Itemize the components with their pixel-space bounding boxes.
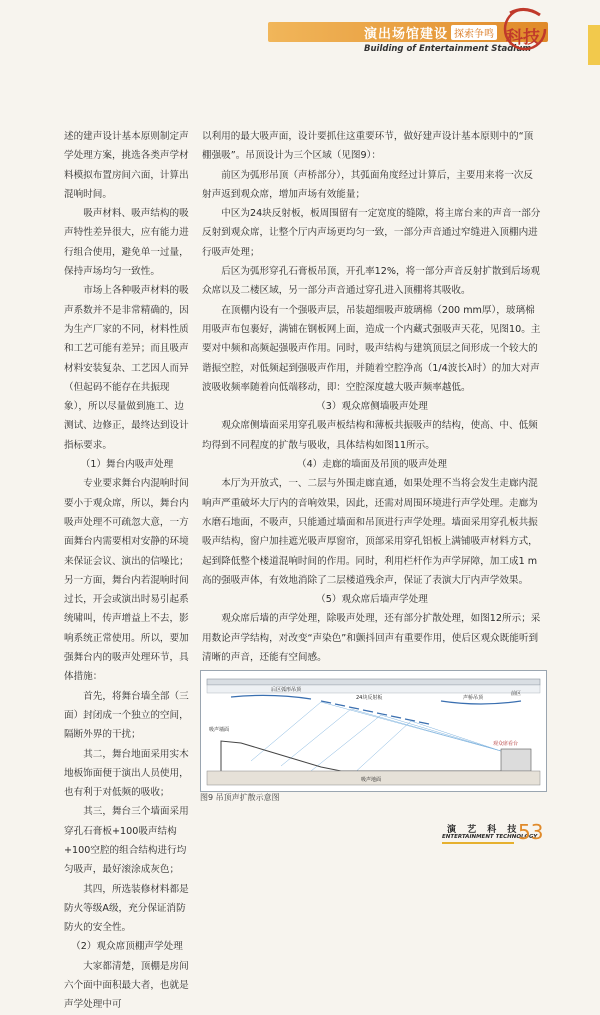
label-seats: 观众席看台	[493, 741, 519, 747]
ceiling-cavity	[207, 685, 540, 693]
paragraph: 首先，将舞台墙全部（三面）封闭成一个独立的空间，隔断外界的干扰；	[64, 690, 189, 741]
logo-text: 科技	[506, 28, 540, 48]
page-header	[0, 0, 600, 58]
paragraph: 述的建声设计基本原则制定声学处理方案，挑选各类声学材料模拟布置房间六面，计算出混响时间。	[64, 131, 189, 200]
paragraph: 观众席后墙的声学处理，除吸声处理，还有部分扩散处理，如图12所示；采用数论声学结构，对改变“声染色”和颤抖回声有重要作用，使后区观众既能听到清晰的声音，还能有空间感。	[202, 613, 541, 664]
paragraph: 其三，舞台三个墙面采用穿孔石膏板+100吸声结构+100空腔的组合结构进行均匀吸声，最好滚涂成灰色；	[64, 806, 189, 876]
label-wall: 吸声墙面	[209, 727, 230, 733]
footer-magazine-en: ENTERTAINMENT TECHNOLOGY	[442, 834, 538, 840]
paragraph: （2）观众席顶棚声学处理	[71, 941, 183, 953]
paragraph: （5）观众席后墙声学处理	[316, 594, 428, 606]
page-number: 53	[518, 820, 544, 844]
paragraph: 吸声材料、吸声结构的吸声特性差异很大，应有能力进行组合使用，避免单一过量，保持声场均匀一致性。	[64, 208, 189, 278]
figure-caption: 图9 吊顶声扩散示意图	[200, 793, 280, 802]
stage	[501, 749, 531, 771]
paragraph: 大家都清楚，顶棚是房间六个面中面积最大者，也就是声学处理中可	[64, 960, 189, 1011]
left-column	[64, 127, 190, 1015]
paragraph: 以利用的最大吸声面，设计要抓住这重要环节，做好建声设计基本原则中的“顶棚强吸”。吊顶设计为三个区域（见图9）：	[202, 131, 534, 162]
label-reflectors: 24块反射板	[356, 695, 383, 701]
label-floor: 吸声地面	[361, 777, 382, 783]
section-title: 演出场馆建设	[364, 27, 449, 42]
ceiling-slab	[207, 679, 540, 685]
paragraph: 其二，舞台地面采用实木地板饰面便于演出人员使用，也有利于对低频的吸收；	[64, 748, 189, 799]
right-column	[202, 127, 542, 667]
paragraph: （3）观众席侧墙吸声处理	[316, 401, 428, 413]
section-subtitle: Building of Entertainment Stadium	[364, 44, 532, 54]
paragraph: （4）走廊的墙面及吊顶的吸声处理	[296, 459, 447, 471]
paragraph: 前区为弧形吊顶（声桥部分），其弧面角度经过计算后，主要用来将一次反射声返到观众席，增加声场有效能量；	[202, 169, 533, 200]
sound-rays	[251, 702, 501, 776]
paragraph: 本厅为开放式，一、二层与外围走廊直通，如果处理不当将会发生走廊内混响声严重破坏大厅内的音响效果，因此，还需对周围环境进行声学处理。走廊为水磨石地面，不吸声，只能通过墙面和吊顶进行声学处理。墙面采用穿孔板共振吸声结构，窗户加挂遮光吸声厚窗帘，顶部采用穿孔铝板上满铺吸声材料方式，起到降低整个楼道混响时间的作用。同时，利用栏杆作为声学屏障，加工成1 m高的强吸声体，有效地消除了二层楼道残余声，保证了表演大厅内声学效果。	[202, 478, 538, 586]
paragraph: 市场上各种吸声材料的吸声系数并不是非常精确的，因为生产厂家的不同，材料性质和工艺可能有差异；而且吸声材料安装复杂、工艺因人而异（但起码不能存在共振现象），所以尽量做到施工、边测试、边修正，最终达到设计指标要求。	[64, 285, 189, 451]
paragraph: 后区为弧形穿孔石膏板吊顶，开孔率12%，将一部分声音反射扩散到后场观众席以及二楼区域，另一部分声音通过穿孔进入顶棚将其吸收。	[202, 266, 540, 297]
paragraph: （1）舞台内吸声处理	[80, 459, 174, 471]
label-front: 前区	[511, 691, 522, 697]
rear-curved-ceiling	[231, 695, 311, 699]
side-stripe	[588, 25, 600, 65]
front-bridge-ceiling	[441, 701, 521, 704]
footer-magazine-name: 演 艺 科 技	[447, 825, 521, 835]
section-tag: 探索争鸣	[451, 25, 497, 40]
paragraph: 其四，所选装修材料都是防火等级A级，充分保证消防防火的安全性。	[64, 883, 189, 934]
figure-ceiling-diagram	[200, 670, 547, 792]
paragraph: 中区为24块反射板，板周围留有一定宽度的缝隙，将主席台来的声音一部分反射到观众席，让整个厅内声场更均匀一致，一部分声音通过窄缝进入顶棚内进行吸声处理；	[202, 208, 541, 258]
footer-rule	[442, 842, 514, 844]
paragraph: 观众席侧墙面采用穿孔吸声板结构和薄板共振吸声的结构，使高、中、低频均得到不同程度的扩散与吸收，具体结构如图11所示。	[202, 420, 538, 451]
label-rear-ceiling: 后区弧形吊顶	[271, 687, 302, 693]
paragraph: 在顶棚内设有一个强吸声层，吊装超细吸声玻璃棉（200 mm厚），玻璃棉用吸声布包裹好，满铺在钢板网上面，造成一个内藏式强吸声天花，见图10。主要对中频和高频起强吸声作用。同时，吸声结构与建筑顶层之间形成一个较大的谐振空腔，对低频起到强吸声作用，并随着空腔净高（1/4波长λ时）的加大对声波吸收频率随着向低端移动，即：空腔深度越大吸声频率越低。	[202, 304, 541, 393]
paragraph: 专业要求舞台内混响时间要小于观众席，所以，舞台内吸声处理不可疏忽大意，一方面舞台内需要相对安静的环境来保证会议、演出的信噪比；另一方面，舞台内若混响时间过长，开会或演出时易引起系统啸叫，传声增益上不去，影响系统正常使用。所以，要加强舞台内的吸声处理环节，具体措施：	[64, 478, 189, 683]
label-bridge-ceiling: 声桥吊顶	[463, 695, 484, 701]
